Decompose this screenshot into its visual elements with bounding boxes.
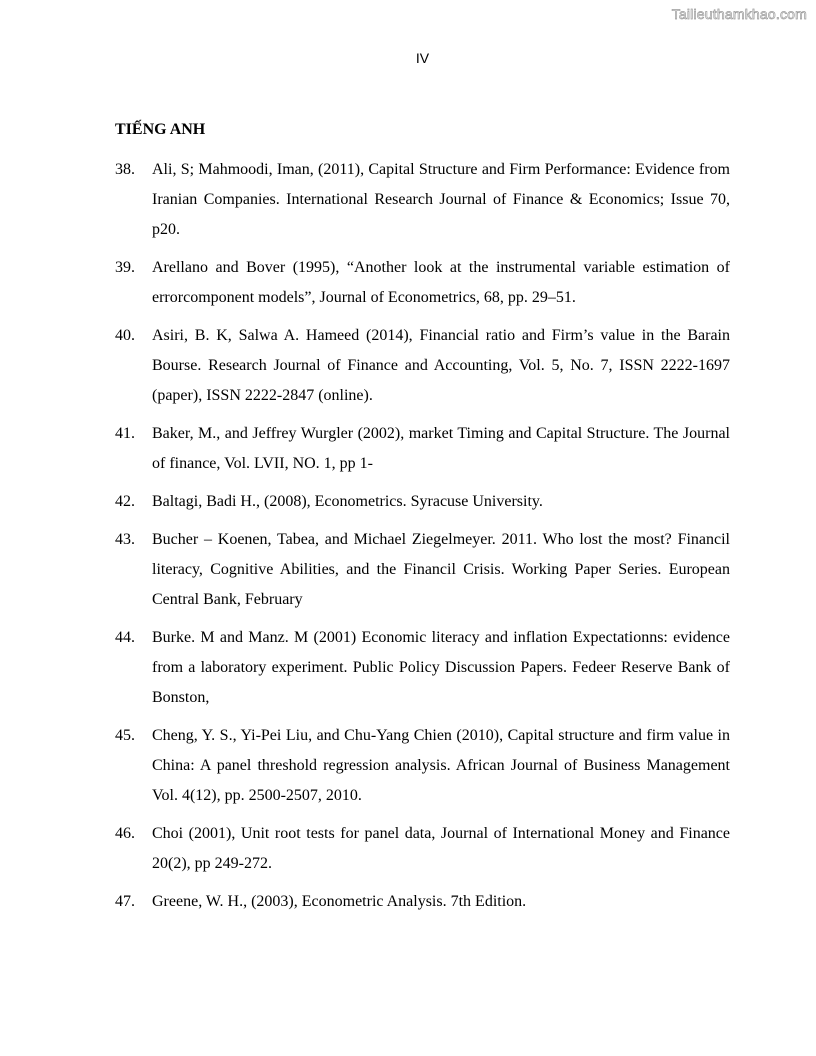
reference-text: Greene, W. H., (2003), Econometric Analysis. 7th Edition. <box>152 893 527 910</box>
reference-number: 46. <box>115 825 135 842</box>
reference-item <box>115 253 730 313</box>
reference-number: 38. <box>115 161 135 178</box>
reference-item <box>115 487 730 517</box>
reference-text: Asiri, B. K, Salwa A. Hameed (2014), Financial ratio and Firm’s value in the Barain Bourse. Research Journal of Finance and Accounting, Vol. 5, No. 7, ISSN 2222-1697 (paper), ISSN 2222-2847 (online). <box>152 327 730 404</box>
reference-item <box>115 155 730 245</box>
reference-text: Arellano and Bover (1995), “Another look at the instrumental variable estimation of errorcomponent models”, Journal of Econometrics, 68, pp. 29–51. <box>152 259 730 306</box>
reference-number: 41. <box>115 425 135 442</box>
reference-item <box>115 887 730 917</box>
section-heading: TIẾNG ANH <box>115 121 206 138</box>
reference-item <box>115 419 730 479</box>
reference-list <box>115 155 730 925</box>
reference-number: 45. <box>115 727 135 744</box>
reference-item <box>115 321 730 411</box>
reference-item <box>115 623 730 713</box>
reference-number: 47. <box>115 893 135 910</box>
reference-number: 43. <box>115 531 135 548</box>
reference-number: 39. <box>115 259 135 276</box>
reference-item <box>115 819 730 879</box>
reference-number: 44. <box>115 629 135 646</box>
reference-item <box>115 525 730 615</box>
reference-text: Ali, S; Mahmoodi, Iman, (2011), Capital Structure and Firm Performance: Evidence from Iranian Companies. International Research Journal of Finance & Economics; Issue 70, p20. <box>152 161 730 238</box>
watermark: Tailieuthamkhao.com <box>671 6 807 22</box>
page-number: IV <box>415 50 430 66</box>
reference-text: Burke. M and Manz. M (2001) Economic literacy and inflation Expectationns: evidence from a laboratory experiment. Public Policy Discussion Papers. Fedeer Reserve Bank of Bonston, <box>152 629 730 706</box>
reference-number: 40. <box>115 327 135 344</box>
reference-text: Cheng, Y. S., Yi-Pei Liu, and Chu-Yang Chien (2010), Capital structure and firm value in China: A panel threshold regression analysis. African Journal of Business Management Vol. 4(12), pp. 2500-2507, 2010. <box>152 727 730 804</box>
reference-text: Baltagi, Badi H., (2008), Econometrics. Syracuse University. <box>152 493 543 510</box>
reference-text: Choi (2001), Unit root tests for panel data, Journal of International Money and Finance 20(2), pp 249-272. <box>152 825 730 872</box>
reference-text: Baker, M., and Jeffrey Wurgler (2002), market Timing and Capital Structure. The Journal of finance, Vol. LVII, NO. 1, pp 1- <box>152 425 730 472</box>
reference-item <box>115 721 730 811</box>
reference-text: Bucher – Koenen, Tabea, and Michael Ziegelmeyer. 2011. Who lost the most? Financil literacy, Cognitive Abilities, and the Financil Crisis. Working Paper Series. European Central Bank, February <box>152 531 730 608</box>
reference-number: 42. <box>115 493 135 510</box>
